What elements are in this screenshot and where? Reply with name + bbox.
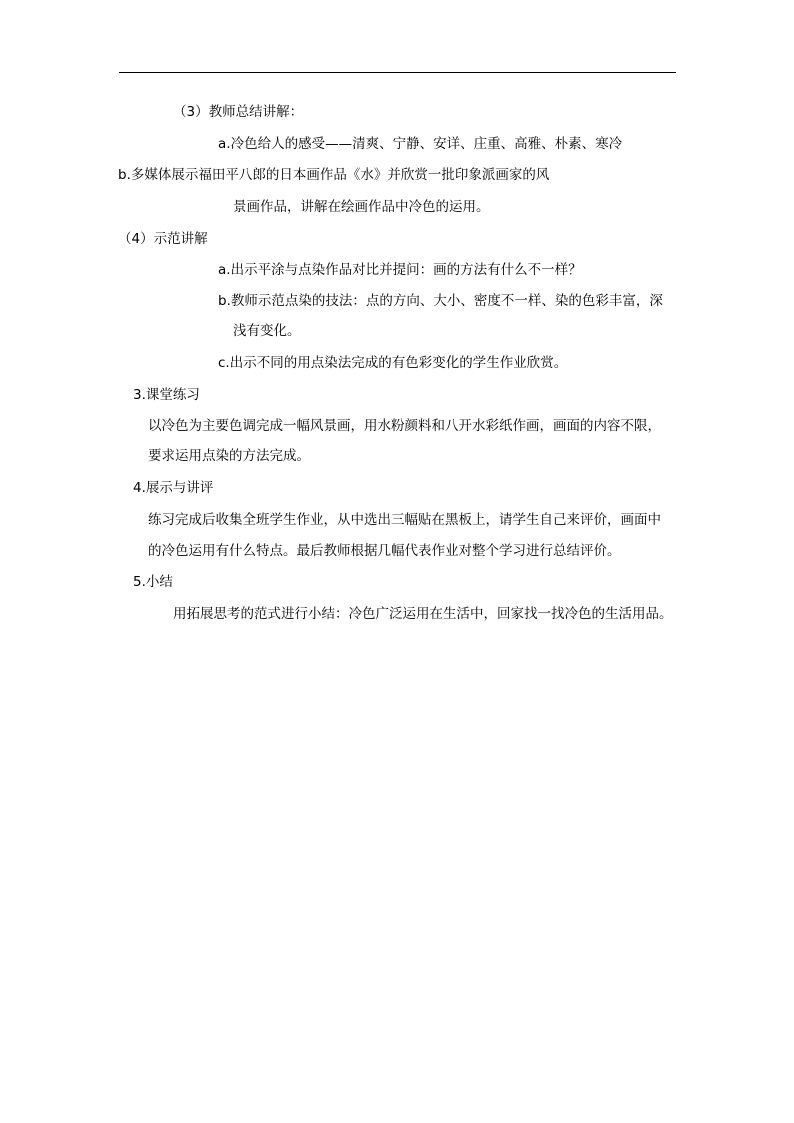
list-item-a-cool-color-feelings: a.冷色给人的感受——清爽、宁静、安详、庄重、高雅、朴素、寒冷: [218, 136, 623, 152]
paragraph-practice-line-1: 以冷色为主要色调完成一幅风景画，用水粉颜料和八开水彩纸作画，画面的内容不限，: [148, 418, 661, 434]
header-rule: [119, 72, 676, 73]
list-item-a-comparison: a.出示平涂与点染作品对比并提问：画的方法有什么不一样？: [218, 262, 582, 278]
paragraph-practice-line-2: 要求运用点染的方法完成。: [148, 448, 310, 464]
paragraph-review-line-2: 的冷色运用有什么特点。最后教师根据几幅代表作业对整个学习进行总结评价。: [148, 543, 621, 559]
section-heading-display-review: 4.展示与讲评: [133, 480, 214, 496]
paragraph-summary: 用拓展思考的范式进行小结：冷色广泛运用在生活中，回家找一找冷色的生活用品。: [173, 606, 673, 622]
paragraph-review-line-1: 练习完成后收集全班学生作业，从中选出三幅贴在黑板上，请学生自己来评价，画面中: [148, 512, 661, 528]
section-heading-summary: 5.小结: [133, 574, 173, 590]
list-item-b-technique-continuation: 浅有变化。: [233, 323, 301, 339]
section-heading-teacher-summary: （3）教师总结讲解：: [173, 104, 304, 120]
section-heading-classroom-practice: 3.课堂练习: [133, 387, 200, 403]
list-item-b-technique: b.教师示范点染的技法：点的方向、大小、密度不一样、染的色彩丰富，深: [218, 293, 663, 309]
list-item-b-continuation: 景画作品，讲解在绘画作品中冷色的运用。: [233, 199, 490, 215]
list-item-c-student-works: c.出示不同的用点染法完成的有色彩变化的学生作业欣赏。: [218, 355, 568, 371]
section-heading-demonstration: （4）示范讲解: [118, 231, 208, 247]
list-item-b-multimedia-display: b.多媒体展示福田平八郎的日本画作品《水》并欣赏一批印象派画家的风: [118, 167, 550, 183]
